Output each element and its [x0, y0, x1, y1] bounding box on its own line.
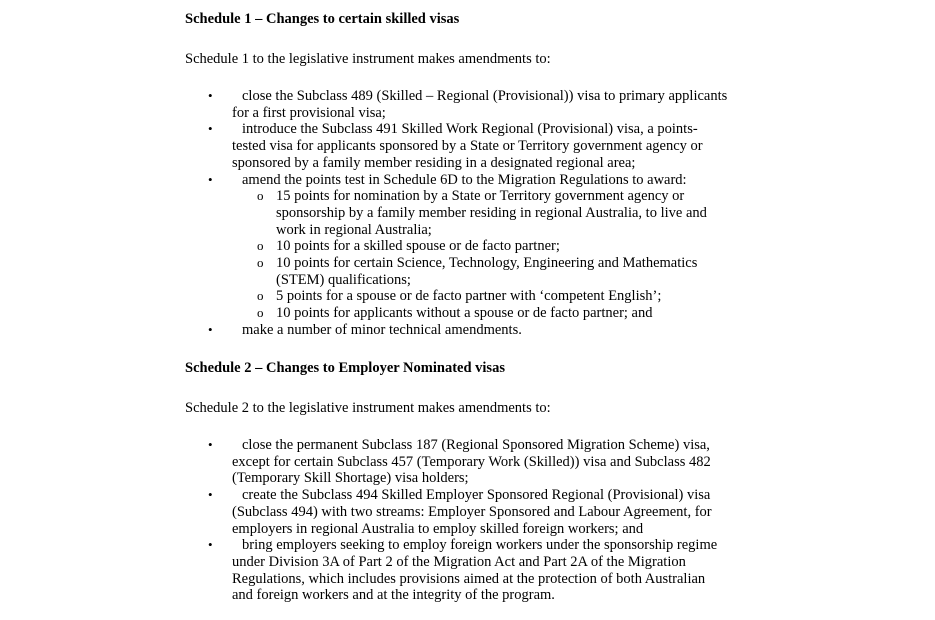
list-item-text: introduce the Subclass 491 Skilled Work Regional (Provisional) visa, a points- tested visa for applicants sponsored by a State or Territory government agency or sponsored by a family member residing in a designated regional area; — [232, 121, 703, 171]
list-item — [0, 437, 935, 487]
circle-bullet-icon: o — [257, 305, 264, 321]
bullet-icon: • — [208, 437, 213, 452]
sub-list-item-text: 15 points for nomination by a State or Territory government agency or sponsorship by a family member residing in regional Australia, to live and work in regional Australia; — [276, 188, 707, 238]
circle-bullet-icon: o — [257, 238, 264, 254]
sub-list-item-text: 10 points for certain Science, Technology, Engineering and Mathematics (STEM) qualifications; — [276, 255, 698, 288]
list-item — [0, 172, 935, 322]
list-item — [0, 537, 935, 604]
sub-list-item — [0, 255, 935, 288]
schedule-1-list — [0, 88, 935, 339]
circle-bullet-icon: o — [257, 288, 264, 304]
sub-list-item-text: 10 points for applicants without a spouse or de facto partner; and — [276, 305, 653, 322]
schedule-2-intro: Schedule 2 to the legislative instrument makes amendments to: — [185, 400, 551, 416]
circle-bullet-icon: o — [257, 188, 264, 204]
list-item-text: close the Subclass 489 (Skilled – Regional (Provisional)) visa to primary applicants for a first provisional visa; — [232, 88, 728, 121]
circle-bullet-icon: o — [257, 255, 264, 271]
list-item-text: close the permanent Subclass 187 (Regional Sponsored Migration Scheme) visa, except for certain Subclass 457 (Temporary Work (Skilled)) visa and Subclass 482 (Temporary Skill Shortage) visa holders; — [232, 437, 711, 487]
bullet-icon: • — [208, 121, 213, 137]
sub-list-item-text: 5 points for a spouse or de facto partner with ‘competent English’; — [276, 288, 662, 305]
list-item — [0, 322, 935, 339]
bullet-icon: • — [208, 88, 213, 103]
list-item — [0, 88, 935, 121]
list-item-text: bring employers seeking to employ foreign workers under the sponsorship regime under Division 3A of Part 2 of the Migration Act and Part 2A of the Migration Regulations, which includes provisions aimed at the protection of both Australian and foreign workers and at the integrity of the program. — [232, 537, 718, 604]
schedule-2-list — [0, 437, 935, 604]
list-item — [0, 487, 935, 537]
bullet-icon: • — [208, 537, 213, 553]
list-item-text: make a number of minor technical amendments. — [242, 321, 522, 338]
bullet-icon: • — [208, 171, 213, 187]
schedule-1-intro: Schedule 1 to the legislative instrument makes amendments to: — [185, 51, 551, 67]
bullet-icon: • — [208, 487, 213, 503]
list-item-text: create the Subclass 494 Skilled Employer Sponsored Regional (Provisional) visa (Subclass 494) with two streams: Employer Sponsored and Labour Agreement, for employers in regional Australia to employ skilled foreign workers; and — [232, 487, 712, 537]
schedule-2-heading: Schedule 2 – Changes to Employer Nominated visas — [185, 360, 505, 376]
schedule-1-heading: Schedule 1 – Changes to certain skilled visas — [185, 11, 460, 27]
sub-list-item — [0, 188, 935, 238]
list-item — [0, 121, 935, 171]
sub-list-item-text: 10 points for a skilled spouse or de facto partner; — [276, 238, 560, 255]
sub-list-item — [0, 288, 935, 305]
sub-list — [0, 188, 935, 322]
bullet-icon: • — [208, 321, 213, 337]
list-item-text: amend the points test in Schedule 6D to the Migration Regulations to award: — [242, 171, 687, 188]
sub-list-item — [0, 305, 935, 322]
sub-list-item — [0, 238, 935, 255]
